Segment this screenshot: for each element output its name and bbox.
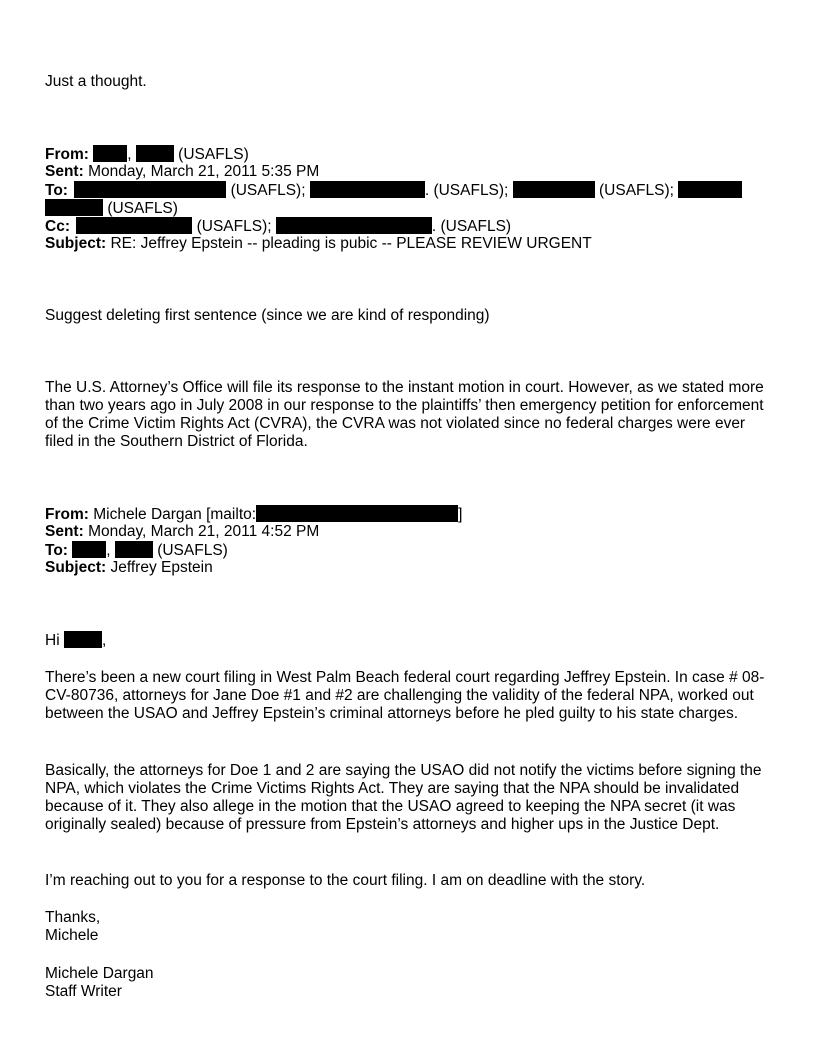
subject-label: Subject: (45, 235, 107, 252)
msg2-subject-line (45, 559, 213, 577)
msg2-to-line (45, 541, 228, 560)
to-org-3: (USAFLS); (599, 182, 674, 199)
sent-value: Monday, March 21, 2011 4:52 PM (88, 523, 320, 540)
from-value: Michele Dargan [mailto: (93, 506, 257, 523)
signature-name: Michele Dargan (45, 965, 154, 982)
statement-paragraph: The U.S. Attorney’s Office will file its response to the instant motion in court. However, as we stated more than two years ago in July 2008 in our response to the plaintiffs’ then emergency petition for enforcement of the Crime Victim Rights Act (CVRA), the CVRA was not violated since no federal charges were ever filed in the Southern District of Florida. (45, 379, 764, 450)
signoff-name: Michele (45, 927, 99, 944)
sent-label: Sent: (45, 163, 84, 180)
msg1-from-line (45, 145, 249, 164)
redaction-block (276, 217, 432, 234)
msg1-subject-line (45, 235, 592, 253)
body-paragraph-3: I’m reaching out to you for a response to the court filing. I am on deadline with the story. (45, 872, 646, 889)
msg1-to-line-cont (45, 199, 178, 218)
redaction-block (115, 541, 153, 558)
from-org: (USAFLS) (178, 146, 249, 163)
to-org: (USAFLS) (157, 542, 228, 559)
redaction-block (513, 181, 595, 198)
msg1-cc-line (45, 217, 511, 236)
cc-org-2: . (USAFLS) (431, 218, 512, 235)
redaction-block (72, 541, 106, 558)
msg1-to-line (45, 181, 742, 200)
body-paragraph-1: There’s been a new court filing in West Palm Beach federal court regarding Jeffrey Epstein. In case # 08-CV-80736, attorneys for Jane Doe #1 and #2 are challenging the validity of the federal NPA, worked out between the USAO and Jeffrey Epstein’s criminal attorneys before he pled guilty to his state charges. (45, 669, 765, 722)
greeting (45, 631, 106, 650)
from-close: ] (458, 506, 463, 523)
redaction-block (45, 199, 103, 216)
to-org-2: . (USAFLS); (424, 182, 509, 199)
subject-value: RE: Jeffrey Epstein -- pleading is pubic -- PLEASE REVIEW URGENT (110, 235, 592, 252)
greeting-hi: Hi (45, 632, 60, 649)
thanks-text: Thanks, (45, 909, 101, 926)
redaction-block (310, 181, 425, 198)
suggestion-text: Suggest deleting first sentence (since we are kind of responding) (45, 307, 490, 324)
greeting-comma: , (101, 632, 107, 649)
redaction-block (76, 217, 192, 234)
to-org-1: (USAFLS); (230, 182, 306, 199)
sent-label: Sent: (45, 523, 84, 540)
redaction-block (64, 631, 102, 648)
to-label: To: (45, 182, 68, 199)
msg2-sent-line (45, 523, 319, 541)
signature-title: Staff Writer (45, 983, 122, 1000)
subject-value: Jeffrey Epstein (110, 559, 213, 576)
from-comma: , (127, 146, 132, 163)
redaction-block (678, 181, 742, 198)
msg2-from-line (45, 505, 462, 524)
intro-text: Just a thought. (45, 73, 147, 90)
redaction-block (74, 181, 226, 198)
from-label: From: (45, 506, 89, 523)
body-paragraph-2: Basically, the attorneys for Doe 1 and 2 are saying the USAO did not notify the victims before signing the NPA, which violates the Crime Victims Rights Act. They are saying that the NPA should be invalidated because of it. They also allege in the motion that the USAO agreed to keeping the NPA secret (it was originally sealed) because of pressure from Epstein’s attorneys and higher ups in the Justice Dept. (45, 762, 762, 833)
subject-label: Subject: (45, 559, 107, 576)
redaction-block (93, 145, 127, 162)
msg1-sent-line (45, 163, 319, 181)
redaction-block (136, 145, 174, 162)
to-comma: , (106, 542, 111, 559)
from-label: From: (45, 146, 89, 163)
cc-org-1: (USAFLS); (196, 218, 272, 235)
sent-value: Monday, March 21, 2011 5:35 PM (88, 163, 320, 180)
to-org-4: (USAFLS) (107, 200, 178, 217)
redaction-block (256, 505, 458, 522)
to-label: To: (45, 542, 68, 559)
cc-label: Cc: (45, 218, 70, 235)
